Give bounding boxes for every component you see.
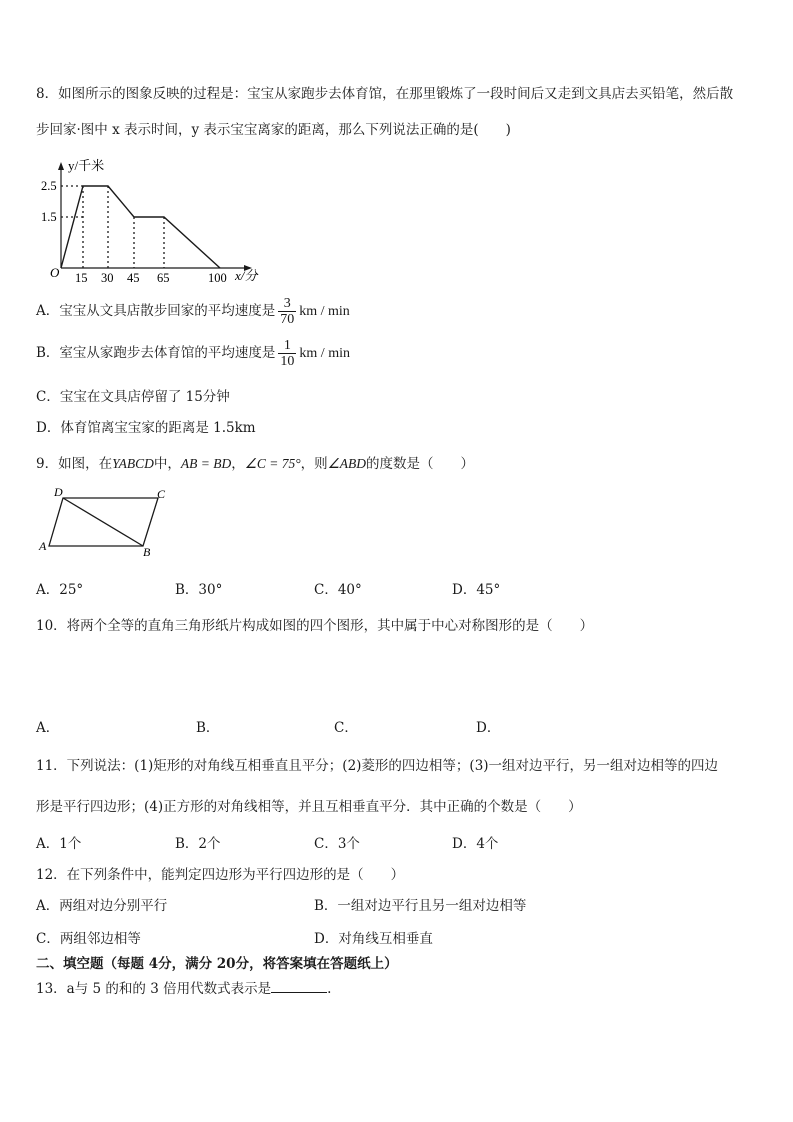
- vertex-b: B: [143, 545, 151, 559]
- q11-stem-line2: 形是平行四边形；(4)正方形的对角线相等，并且互相垂直平分．其中正确的个数是（ ）: [36, 799, 582, 815]
- q8-option-d: D．体育馆离宝宝家的距离是 1.5km: [36, 420, 256, 436]
- distance-line: [61, 186, 220, 268]
- q9-option-d: D．45°: [452, 582, 501, 598]
- q10-option-a: A．: [36, 720, 60, 736]
- origin-label: O: [50, 265, 60, 280]
- q8-stem-line2: 步回家·图中 x 表示时间，y 表示宝宝离家的距离，那么下列说法正确的是( ): [36, 122, 511, 138]
- q13-stem: 13．a与 5 的和的 3 倍用代数式表示是 .: [36, 977, 331, 997]
- q12-option-d: D．对角线互相垂直: [314, 931, 433, 947]
- q10-stem: 10．将两个全等的直角三角形纸片构成如图的四个图形，其中属于中心对称图形的是（ ）: [36, 618, 594, 634]
- parallelogram-figure: [36, 484, 176, 560]
- vertex-d: D: [54, 485, 63, 499]
- q10-option-b: B．: [196, 720, 220, 736]
- q12-stem: 12．在下列条件中，能判定四边形为平行四边形的是（ ）: [36, 867, 405, 883]
- fraction-1-10: $\frac{1}{10}$: [280, 338, 295, 369]
- distance-time-graph: [30, 156, 270, 288]
- q11-option-a: A．1个: [36, 836, 82, 852]
- q11-option-c: C．3个: [314, 836, 360, 852]
- q9-option-a: A．25°: [36, 582, 84, 598]
- answer-blank[interactable]: [271, 978, 327, 993]
- q11-option-b: B．2个: [175, 836, 221, 852]
- fraction-3-70: $\frac{3}{70}$: [280, 296, 295, 327]
- q8-stem-line1: 8．如图所示的图象反映的过程是：宝宝从家跑步去体育馆，在那里锻炼了一段时间后又走到文具店去买铅笔，然后散: [36, 86, 734, 102]
- y-tick-2-5: 2.5: [41, 179, 57, 193]
- q10-option-c: C．: [334, 720, 358, 736]
- x-tick-15: 15: [75, 271, 88, 285]
- q8-option-a: A．宝宝从文具店散步回家的平均速度是 $\frac{3}{70}$ km / min: [36, 296, 350, 327]
- y-axis-arrow: [58, 162, 64, 170]
- vertex-a: A: [39, 539, 47, 553]
- vertex-c: C: [157, 487, 166, 501]
- section-2-heading: 二、填空题（每题 4分，满分 20分，将答案填在答题纸上）: [36, 956, 398, 972]
- q8-option-b: B．室宝从家跑步去体育馆的平均速度是 $\frac{1}{10}$ km / min: [36, 338, 350, 369]
- guide-lines: [61, 186, 164, 268]
- x-tick-45: 45: [127, 271, 140, 285]
- diagonal-bd: [63, 498, 143, 546]
- q9-stem: 9．如图，在YABCD中，AB = BD，∠C = 75°，则∠ABD的度数是（ ）: [36, 456, 474, 472]
- q12-option-c: C．两组邻边相等: [36, 931, 141, 947]
- x-axis-label: x/分: [235, 268, 258, 283]
- y-tick-1-5: 1.5: [41, 210, 57, 224]
- x-tick-65: 65: [157, 271, 170, 285]
- q12-option-a: A．两组对边分别平行: [36, 898, 168, 914]
- q11-stem-line1: 11．下列说法：(1)矩形的对角线互相垂直且平分；(2)菱形的四边相等；(3)一组对边平行，另一组对边相等的四边: [36, 758, 719, 774]
- y-axis-label: y/千米: [68, 158, 105, 173]
- q9-option-c: C．40°: [314, 582, 362, 598]
- q10-option-d: D．: [476, 720, 501, 736]
- q11-option-d: D．4个: [452, 836, 499, 852]
- x-tick-100: 100: [208, 271, 227, 285]
- q8-option-c: C．宝宝在文具店停留了 15分钟: [36, 389, 230, 405]
- q12-option-b: B．一组对边平行且另一组对边相等: [314, 898, 527, 914]
- q9-option-b: B．30°: [175, 582, 223, 598]
- x-tick-30: 30: [101, 271, 114, 285]
